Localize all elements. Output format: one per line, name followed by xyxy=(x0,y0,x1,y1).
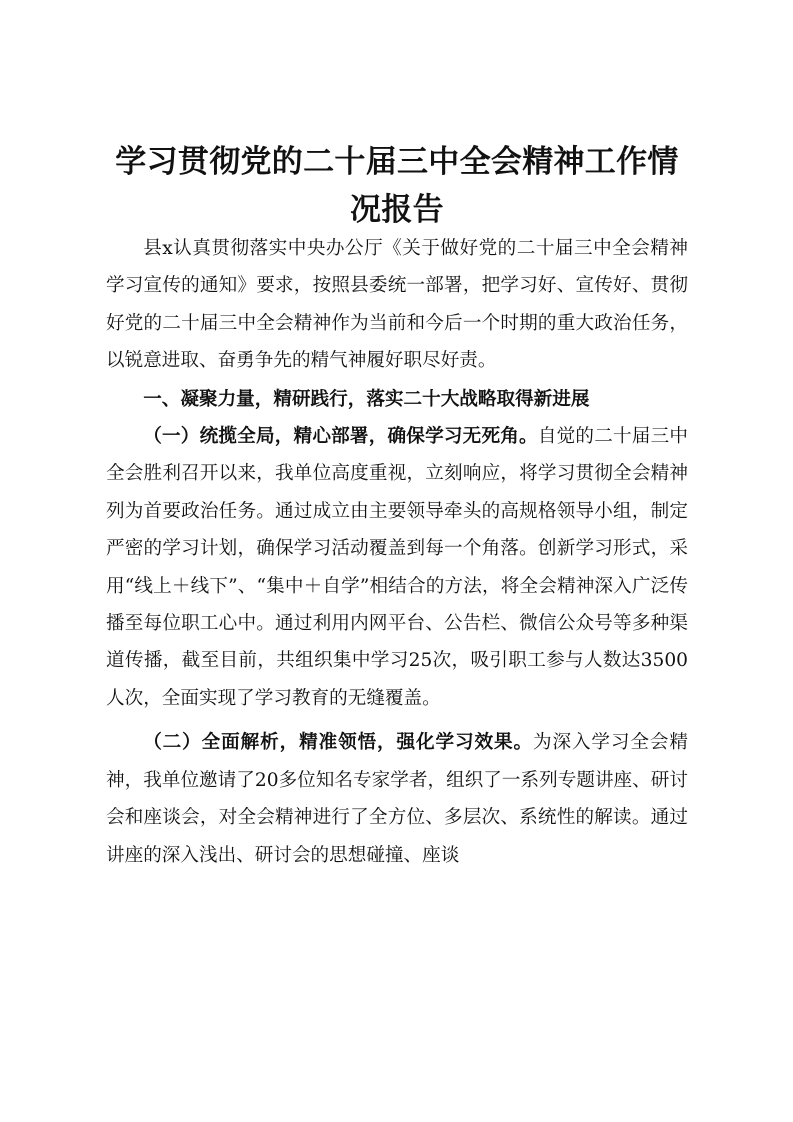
subsection-paragraph-1 xyxy=(106,418,688,717)
document-body xyxy=(106,230,688,874)
section-heading: 一、凝聚力量，精研践行，落实二十大战略取得新进展 xyxy=(143,388,590,410)
subsection-text-2: 为深入学习全会精神，我单位邀请了20多位知名专家学者，组织了一系列专题讲座、研讨会和座谈会，对全会精神进行了全方位、多层次、系统性的解读。通过讲座的深入浅出、研讨会的思想碰撞、座谈 xyxy=(106,732,688,866)
subsection-lead-2: （二）全面解析，精准领悟，强化学习效果。 xyxy=(143,732,533,754)
subsection-text-1: 自觉的二十届三中全会胜利召开以来，我单位高度重视，立刻响应，将学习贯彻全会精神列为首要政治任务。通过成立由主要领导牵头的高规格领导小组，制定严密的学习计划，确保学习活动覆盖到每一个角落。创新学习形式，采用“线上＋线下”、“集中＋自学”相结合的方法，将全会精神深入广泛传播至每位职工心中。通过利用内网平台、公告栏、微信公众号等多种渠道传播，截至目前，共组织集中学习25次，吸引职工参与人数达3500人次，全面实现了学习教育的无缝覆盖。 xyxy=(106,426,688,709)
intro-paragraph: 县x认真贯彻落实中央办公厅《关于做好党的二十届三中全会精神学习宣传的通知》要求，按照县委统一部署，把学习好、宣传好、贯彻好党的二十届三中全会精神作为当前和今后一个时期的重大政治任务，以锐意进取、奋勇争先的精气神履好职尽好责。 xyxy=(106,238,688,372)
document-title: 学习贯彻党的二十届三中全会精神工作情况报告 xyxy=(115,144,679,228)
subsection-paragraph-2 xyxy=(106,724,688,874)
subsection-lead-1: （一）统揽全局，精心部署，确保学习无死角。 xyxy=(143,426,538,448)
